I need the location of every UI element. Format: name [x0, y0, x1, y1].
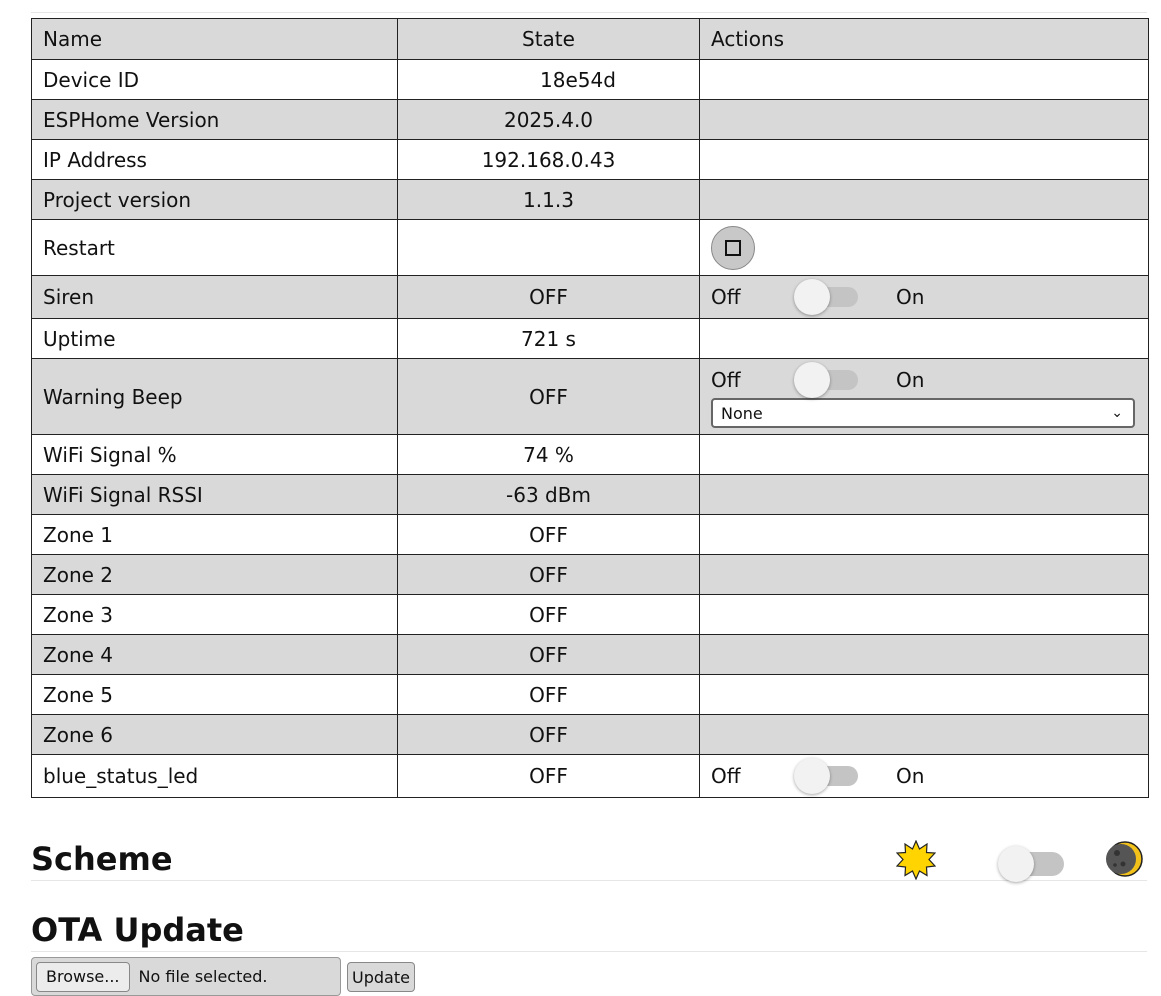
row-state: OFF [398, 555, 700, 595]
row-name: Warning Beep [32, 359, 398, 435]
siren-switch[interactable] [794, 285, 860, 309]
row-actions [700, 595, 1149, 635]
table-row [32, 140, 1149, 180]
row-state: 74 % [398, 435, 700, 475]
row-state: OFF [398, 635, 700, 675]
row-name: IP Address [32, 140, 398, 180]
header-state: State [398, 19, 700, 60]
toggle-off-label: Off [711, 764, 741, 788]
row-name: WiFi Signal RSSI [32, 475, 398, 515]
table-row [32, 675, 1149, 715]
blue-status-led-switch[interactable] [794, 764, 860, 788]
restart-button[interactable] [711, 226, 755, 270]
row-state: 721 s [398, 319, 700, 359]
table-row [32, 319, 1149, 359]
row-actions [700, 60, 1149, 100]
table-row [32, 595, 1149, 635]
row-actions [700, 140, 1149, 180]
warning-beep-switch[interactable] [794, 368, 860, 392]
toggle-off-label: Off [711, 368, 741, 392]
table-row [32, 180, 1149, 220]
row-state: OFF [398, 515, 700, 555]
row-name: Device ID [32, 60, 398, 100]
table-row [32, 220, 1149, 276]
row-actions [700, 675, 1149, 715]
row-actions [700, 435, 1149, 475]
table-row [32, 100, 1149, 140]
row-actions [700, 635, 1149, 675]
header-actions: Actions [700, 19, 1149, 60]
row-name: Project version [32, 180, 398, 220]
row-name: Restart [32, 220, 398, 276]
row-state: OFF [398, 715, 700, 755]
table-header-row [32, 19, 1149, 60]
ota-divider [31, 951, 1147, 952]
table-row [32, 475, 1149, 515]
row-name: Zone 1 [32, 515, 398, 555]
ota-title: OTA Update [31, 911, 244, 949]
file-status: No file selected. [138, 967, 268, 986]
row-actions [700, 715, 1149, 755]
row-name: Siren [32, 276, 398, 319]
row-actions [700, 276, 1149, 319]
toggle-on-label: On [896, 764, 925, 788]
table-row [32, 715, 1149, 755]
row-state [398, 220, 700, 276]
row-name: Zone 5 [32, 675, 398, 715]
row-state: 192.168.0.43 [398, 140, 700, 180]
top-divider [31, 12, 1147, 13]
row-actions [700, 100, 1149, 140]
row-actions [700, 359, 1149, 435]
row-actions [700, 319, 1149, 359]
row-name: Zone 2 [32, 555, 398, 595]
sun-icon [896, 840, 936, 880]
table-row [32, 555, 1149, 595]
scheme-switch[interactable] [996, 844, 1064, 880]
square-icon [725, 240, 741, 256]
warning-beep-select[interactable] [711, 398, 1135, 428]
row-state: OFF [398, 755, 700, 798]
row-name: Zone 4 [32, 635, 398, 675]
row-actions [700, 755, 1149, 798]
table-row [32, 635, 1149, 675]
table-row [32, 755, 1149, 798]
entity-table [31, 18, 1149, 798]
table-row [32, 60, 1149, 100]
toggle-on-label: On [896, 285, 925, 309]
scheme-toggle [896, 840, 1146, 880]
row-name: blue_status_led [32, 755, 398, 798]
row-name: ESPHome Version [32, 100, 398, 140]
row-state: OFF [398, 595, 700, 635]
scheme-title: Scheme [31, 840, 173, 878]
row-actions [700, 180, 1149, 220]
select-value: None [721, 403, 763, 423]
row-state: -63 dBm [398, 475, 700, 515]
header-name: Name [32, 19, 398, 60]
table-row [32, 359, 1149, 435]
row-state: 1.1.3 [398, 180, 700, 220]
moon-icon [1106, 840, 1144, 878]
warning-beep-toggle [711, 365, 1137, 395]
row-actions [700, 220, 1149, 276]
browse-button[interactable]: Browse... [36, 962, 130, 992]
table-row [32, 515, 1149, 555]
row-actions [700, 515, 1149, 555]
row-state: OFF [398, 675, 700, 715]
table-row [32, 276, 1149, 319]
row-state: 18e54d [398, 60, 700, 100]
file-input [31, 957, 341, 996]
chevron-down-icon: ⌄ [1111, 405, 1123, 421]
row-actions [700, 475, 1149, 515]
row-state: OFF [398, 359, 700, 435]
siren-toggle [711, 285, 1137, 309]
row-name: Zone 3 [32, 595, 398, 635]
row-state: 2025.4.0 [398, 100, 700, 140]
row-name: Uptime [32, 319, 398, 359]
blue-status-led-toggle [711, 764, 1137, 788]
row-name: Zone 6 [32, 715, 398, 755]
row-actions [700, 555, 1149, 595]
table-row [32, 435, 1149, 475]
row-state: OFF [398, 276, 700, 319]
scheme-divider [31, 880, 1147, 881]
update-button[interactable]: Update [347, 962, 415, 992]
toggle-off-label: Off [711, 285, 741, 309]
row-name: WiFi Signal % [32, 435, 398, 475]
toggle-on-label: On [896, 368, 925, 392]
